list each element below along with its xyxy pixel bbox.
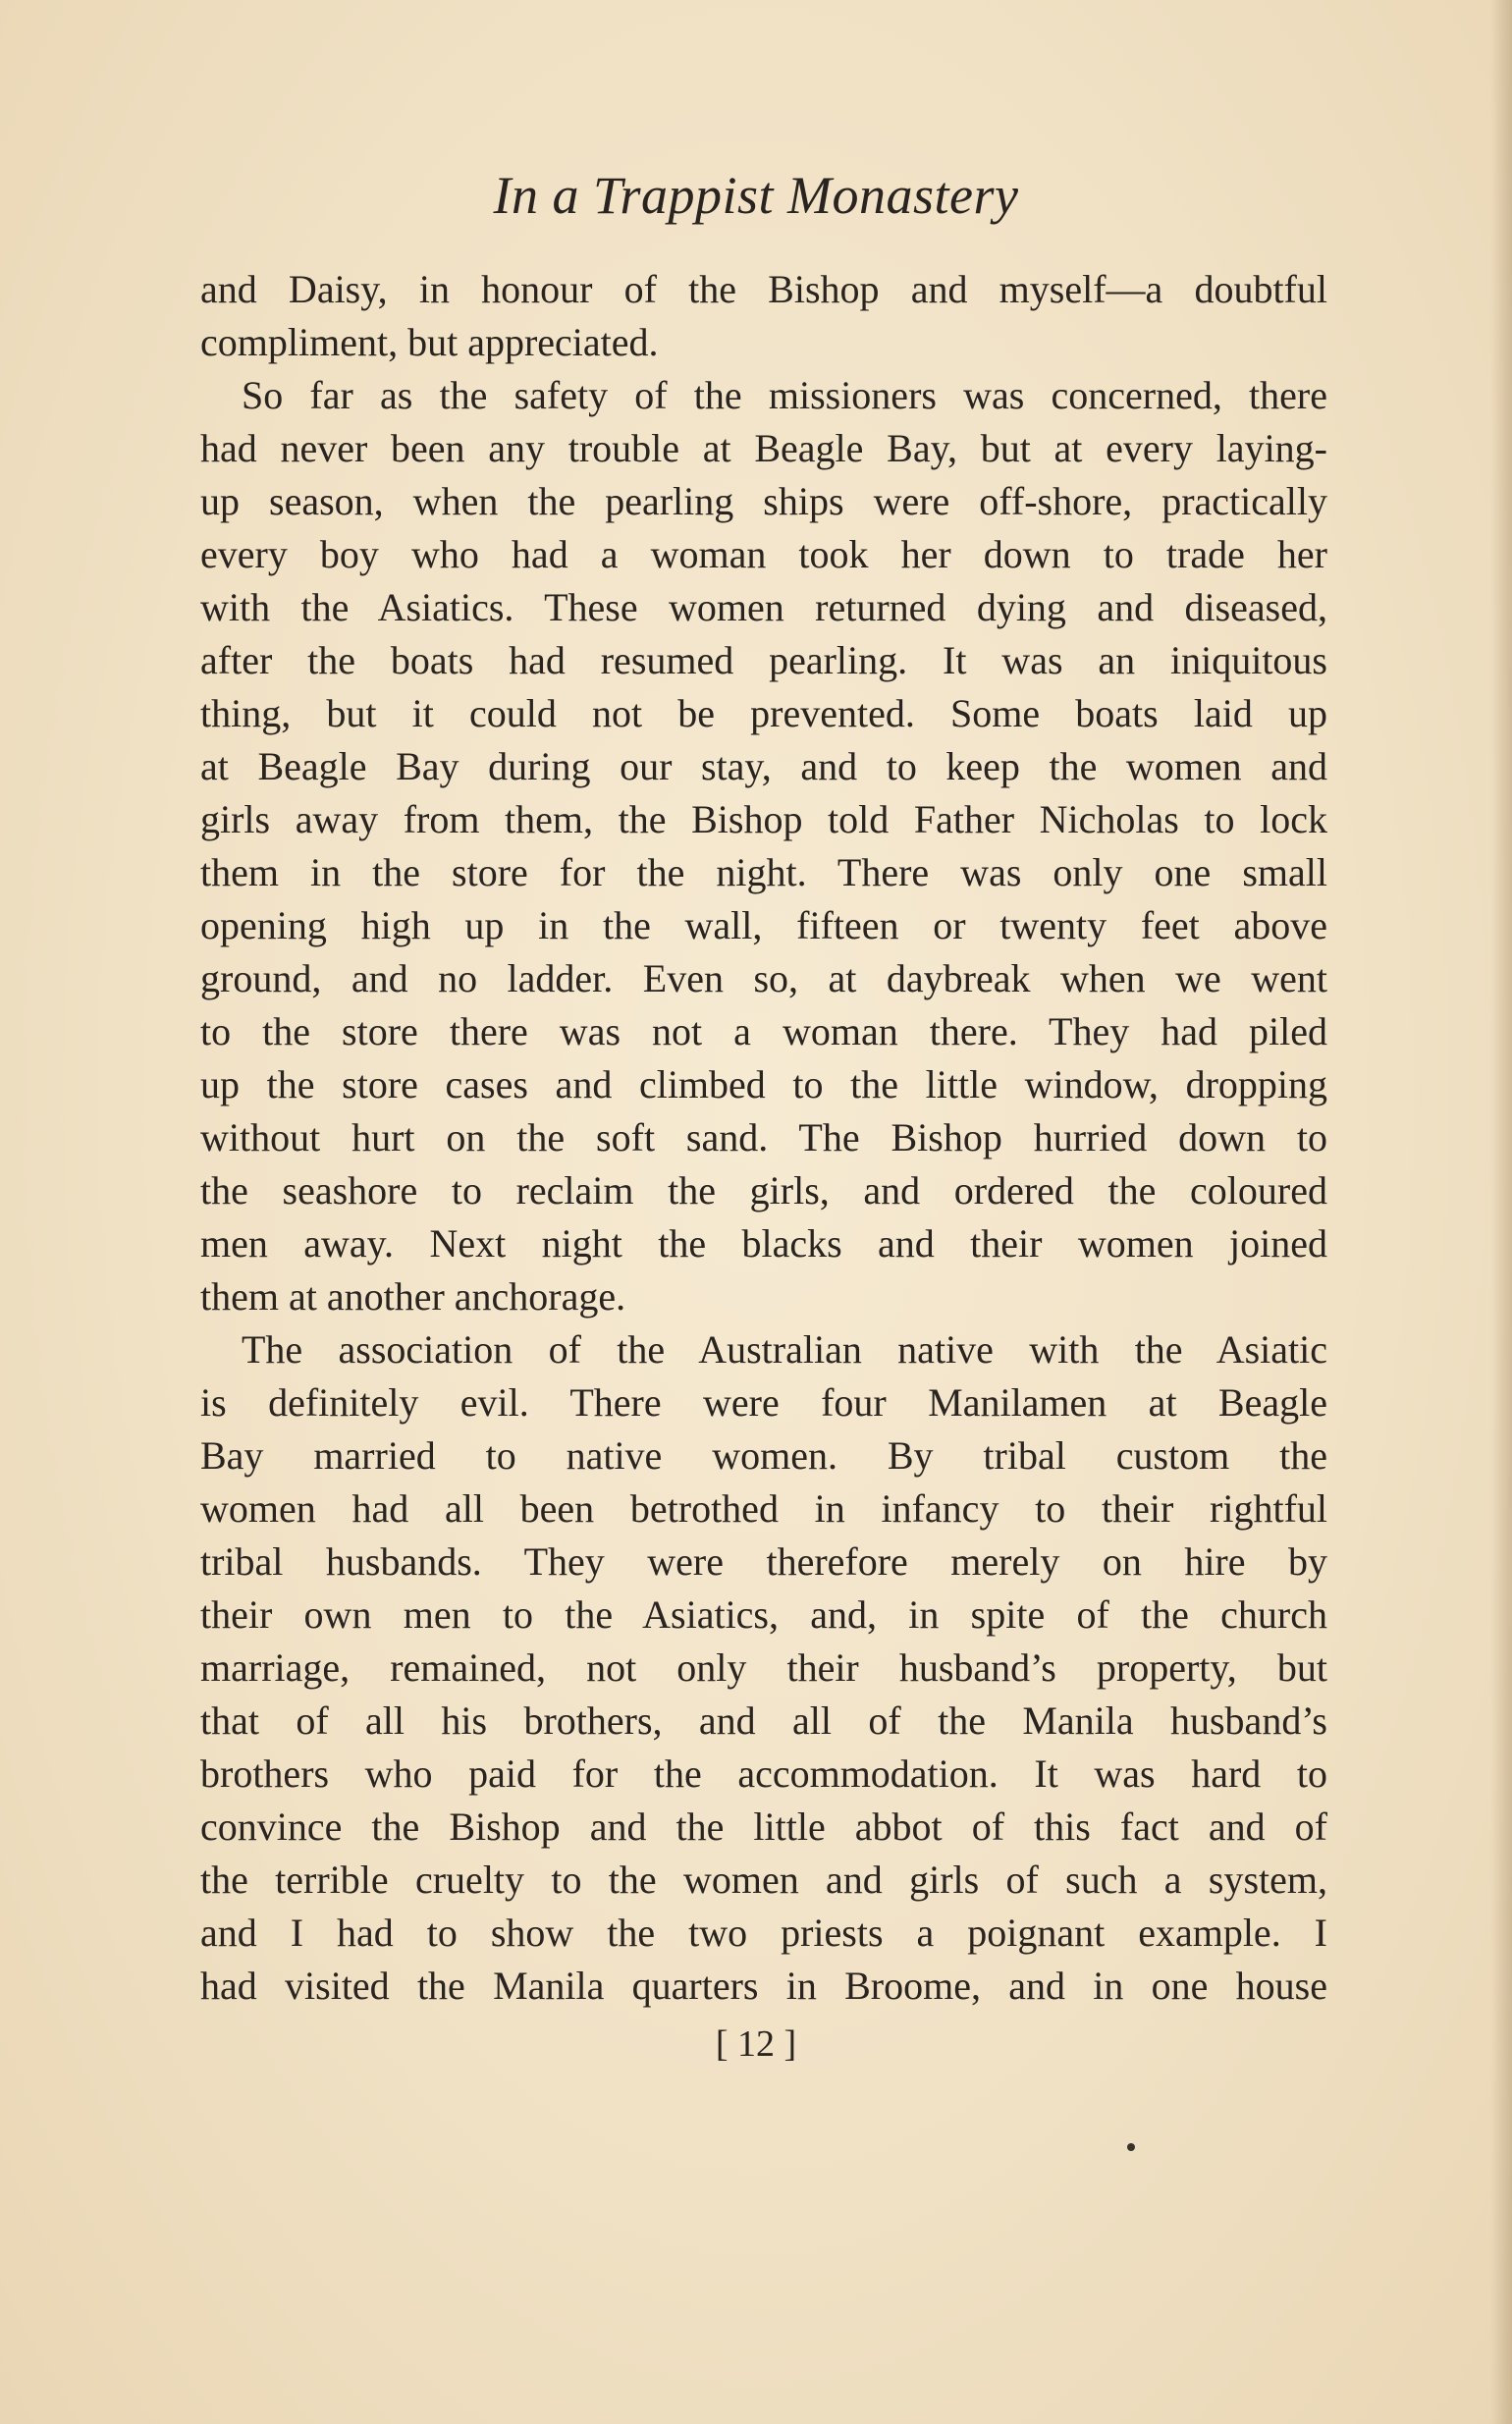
text-line: convince the Bishop and the little abbot of this fact and of <box>200 1805 1327 1849</box>
text-line: at Beagle Bay during our stay, and to keep the women and <box>200 744 1327 788</box>
text-line: compliment, but appreciated. <box>200 320 659 364</box>
text-line: opening high up in the wall, fifteen or twenty feet above <box>200 903 1327 947</box>
text-line: after the boats had resumed pearling. It was an iniquitous <box>200 638 1327 682</box>
text-line: them at another anchorage. <box>200 1274 626 1319</box>
page-number: [ 12 ] <box>715 2023 797 2065</box>
text-line: marriage, remained, not only their husband’s property, but <box>200 1645 1327 1690</box>
text-line: girls away from them, the Bishop told Father Nicholas to lock <box>200 797 1327 841</box>
text-line: thing, but it could not be prevented. Some boats laid up <box>200 691 1327 735</box>
text-line: is definitely evil. There were four Manilamen at Beagle <box>200 1380 1327 1425</box>
text-line: with the Asiatics. These women returned dying and diseased, <box>200 585 1327 629</box>
text-line: and Daisy, in honour of the Bishop and myself—a doubtful <box>200 267 1327 311</box>
text-line: without hurt on the soft sand. The Bishop hurried down to <box>200 1115 1327 1159</box>
text-line: their own men to the Asiatics, and, in spite of the church <box>200 1592 1327 1637</box>
text-line: the terrible cruelty to the women and girls of such a system, <box>200 1858 1327 1902</box>
text-line: had never been any trouble at Beagle Bay, but at every laying- <box>200 426 1327 470</box>
text-line: So far as the safety of the missioners was concerned, there <box>242 373 1327 417</box>
body-text <box>200 263 1327 2013</box>
text-line: The association of the Australian native with the Asiatic <box>242 1327 1327 1372</box>
text-line: the seashore to reclaim the girls, and ordered the coloured <box>200 1168 1327 1212</box>
text-line: brothers who paid for the accommodation. It was hard to <box>200 1751 1327 1796</box>
text-line: up season, when the pearling ships were off-shore, practically <box>200 479 1327 523</box>
text-line: up the store cases and climbed to the little window, dropping <box>200 1062 1327 1106</box>
text-line: women had all been betrothed in infancy to their rightful <box>200 1486 1327 1531</box>
text-line: that of all his brothers, and all of the Manila husband’s <box>200 1698 1327 1743</box>
text-line: them in the store for the night. There was only one small <box>200 850 1327 894</box>
text-line: every boy who had a woman took her down to trade her <box>200 532 1327 576</box>
text-line: tribal husbands. They were therefore merely on hire by <box>200 1539 1327 1584</box>
text-line: to the store there was not a woman there. They had piled <box>200 1009 1327 1053</box>
paper-speck <box>1127 2143 1135 2151</box>
text-line: had visited the Manila quarters in Broome, and in one house <box>200 1964 1327 2008</box>
text-line: ground, and no ladder. Even so, at daybreak when we went <box>200 956 1327 1000</box>
text-line: men away. Next night the blacks and their women joined <box>200 1221 1327 1266</box>
text-line: Bay married to native women. By tribal custom the <box>200 1433 1327 1478</box>
text-line: and I had to show the two priests a poignant example. I <box>200 1911 1327 1955</box>
running-head: In a Trappist Monastery <box>493 166 1019 225</box>
